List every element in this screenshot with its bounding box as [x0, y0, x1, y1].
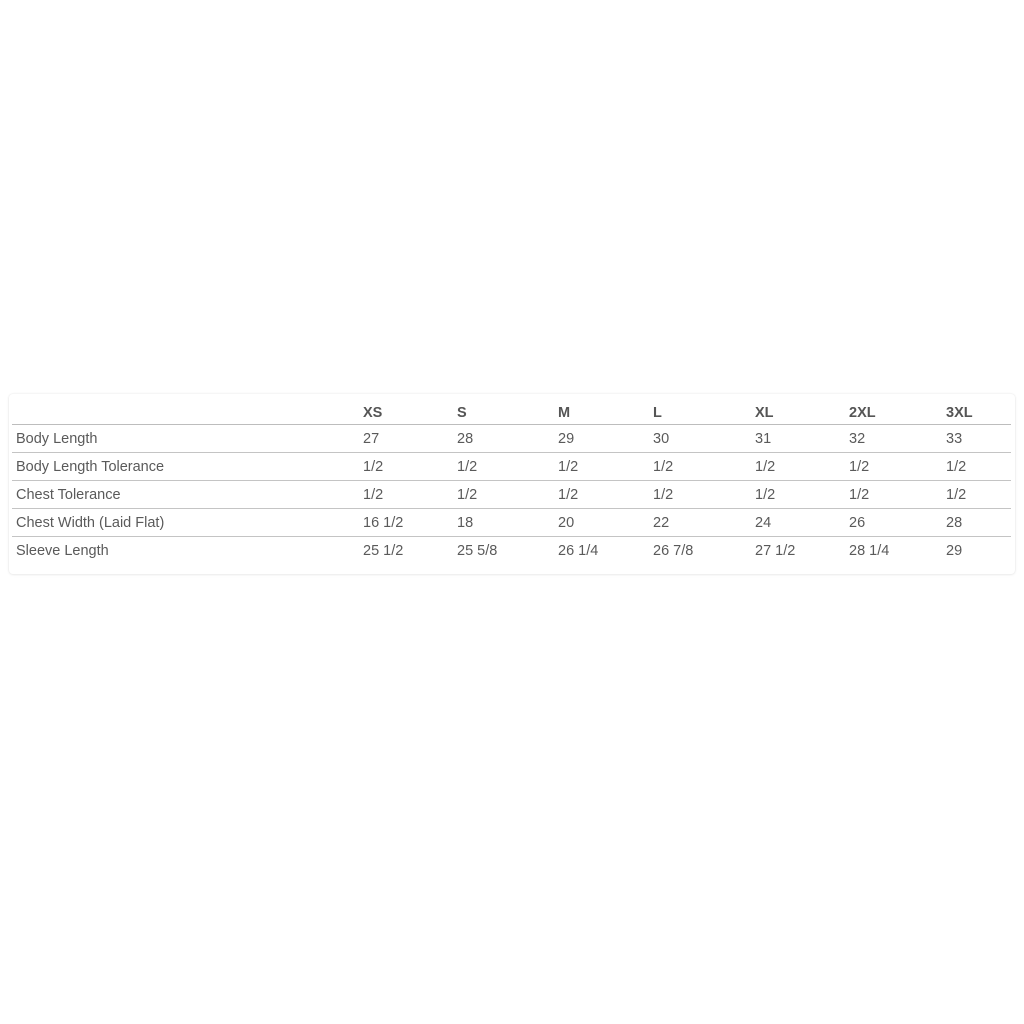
table-cell: 1/2	[359, 453, 453, 481]
corner-header	[12, 402, 359, 425]
table-cell: 1/2	[649, 481, 751, 509]
table-cell: 1/2	[359, 481, 453, 509]
size-chart-card	[9, 394, 1015, 574]
table-cell: 29	[554, 425, 649, 453]
table-cell: 28	[942, 509, 1011, 537]
table-cell: 25 5/8	[457, 542, 498, 559]
table-cell: 27 1/2	[755, 542, 796, 559]
table-cell: 31	[751, 425, 845, 453]
table-cell: 1/2	[942, 481, 1011, 509]
table-cell: 30	[649, 425, 751, 453]
row-label: Chest Tolerance	[12, 481, 359, 509]
table-row	[12, 509, 1011, 537]
table-cell: 26	[845, 509, 942, 537]
table-row	[12, 481, 1011, 509]
column-header-s: S	[453, 402, 554, 425]
table-cell: 32	[845, 425, 942, 453]
table-cell: 20	[554, 509, 649, 537]
table-cell: 1/2	[845, 481, 942, 509]
table-cell: 1/2	[751, 481, 845, 509]
table-cell: 1/2	[751, 453, 845, 481]
row-label: Body Length	[12, 425, 359, 453]
table-cell: 28	[453, 425, 554, 453]
table-cell: 1/2	[649, 453, 751, 481]
table-row	[12, 425, 1011, 453]
table-cell: 26 1/4	[558, 542, 599, 559]
table-cell: 1/2	[942, 453, 1011, 481]
table-cell: 1/2	[554, 481, 649, 509]
table-cell: 27	[359, 425, 453, 453]
table-cell: 1/2	[453, 481, 554, 509]
row-label: Chest Width (Laid Flat)	[12, 509, 359, 537]
row-label: Sleeve Length	[16, 542, 109, 559]
column-header-3xl: 3XL	[942, 402, 1011, 425]
table-cell: 24	[751, 509, 845, 537]
column-header-xs: XS	[359, 402, 453, 425]
table-cell: 26 7/8	[653, 542, 694, 559]
table-cell: 22	[649, 509, 751, 537]
table-row	[12, 537, 1011, 565]
table-cell: 1/2	[845, 453, 942, 481]
table-cell: 29	[946, 542, 963, 559]
table-cell: 25 1/2	[363, 542, 404, 559]
table-cell: 1/2	[453, 453, 554, 481]
table-cell: 28 1/4	[849, 542, 890, 559]
table-cell: 18	[453, 509, 554, 537]
table-cell: 16 1/2	[359, 509, 453, 537]
table-row	[12, 453, 1011, 481]
table-cell: 33	[942, 425, 1011, 453]
row-label: Body Length Tolerance	[12, 453, 359, 481]
table-cell: 1/2	[554, 453, 649, 481]
header-row	[12, 402, 1011, 425]
size-chart-table	[12, 402, 1011, 564]
column-header-l: L	[649, 402, 751, 425]
column-header-2xl: 2XL	[845, 402, 942, 425]
column-header-xl: XL	[751, 402, 845, 425]
column-header-m: M	[554, 402, 649, 425]
